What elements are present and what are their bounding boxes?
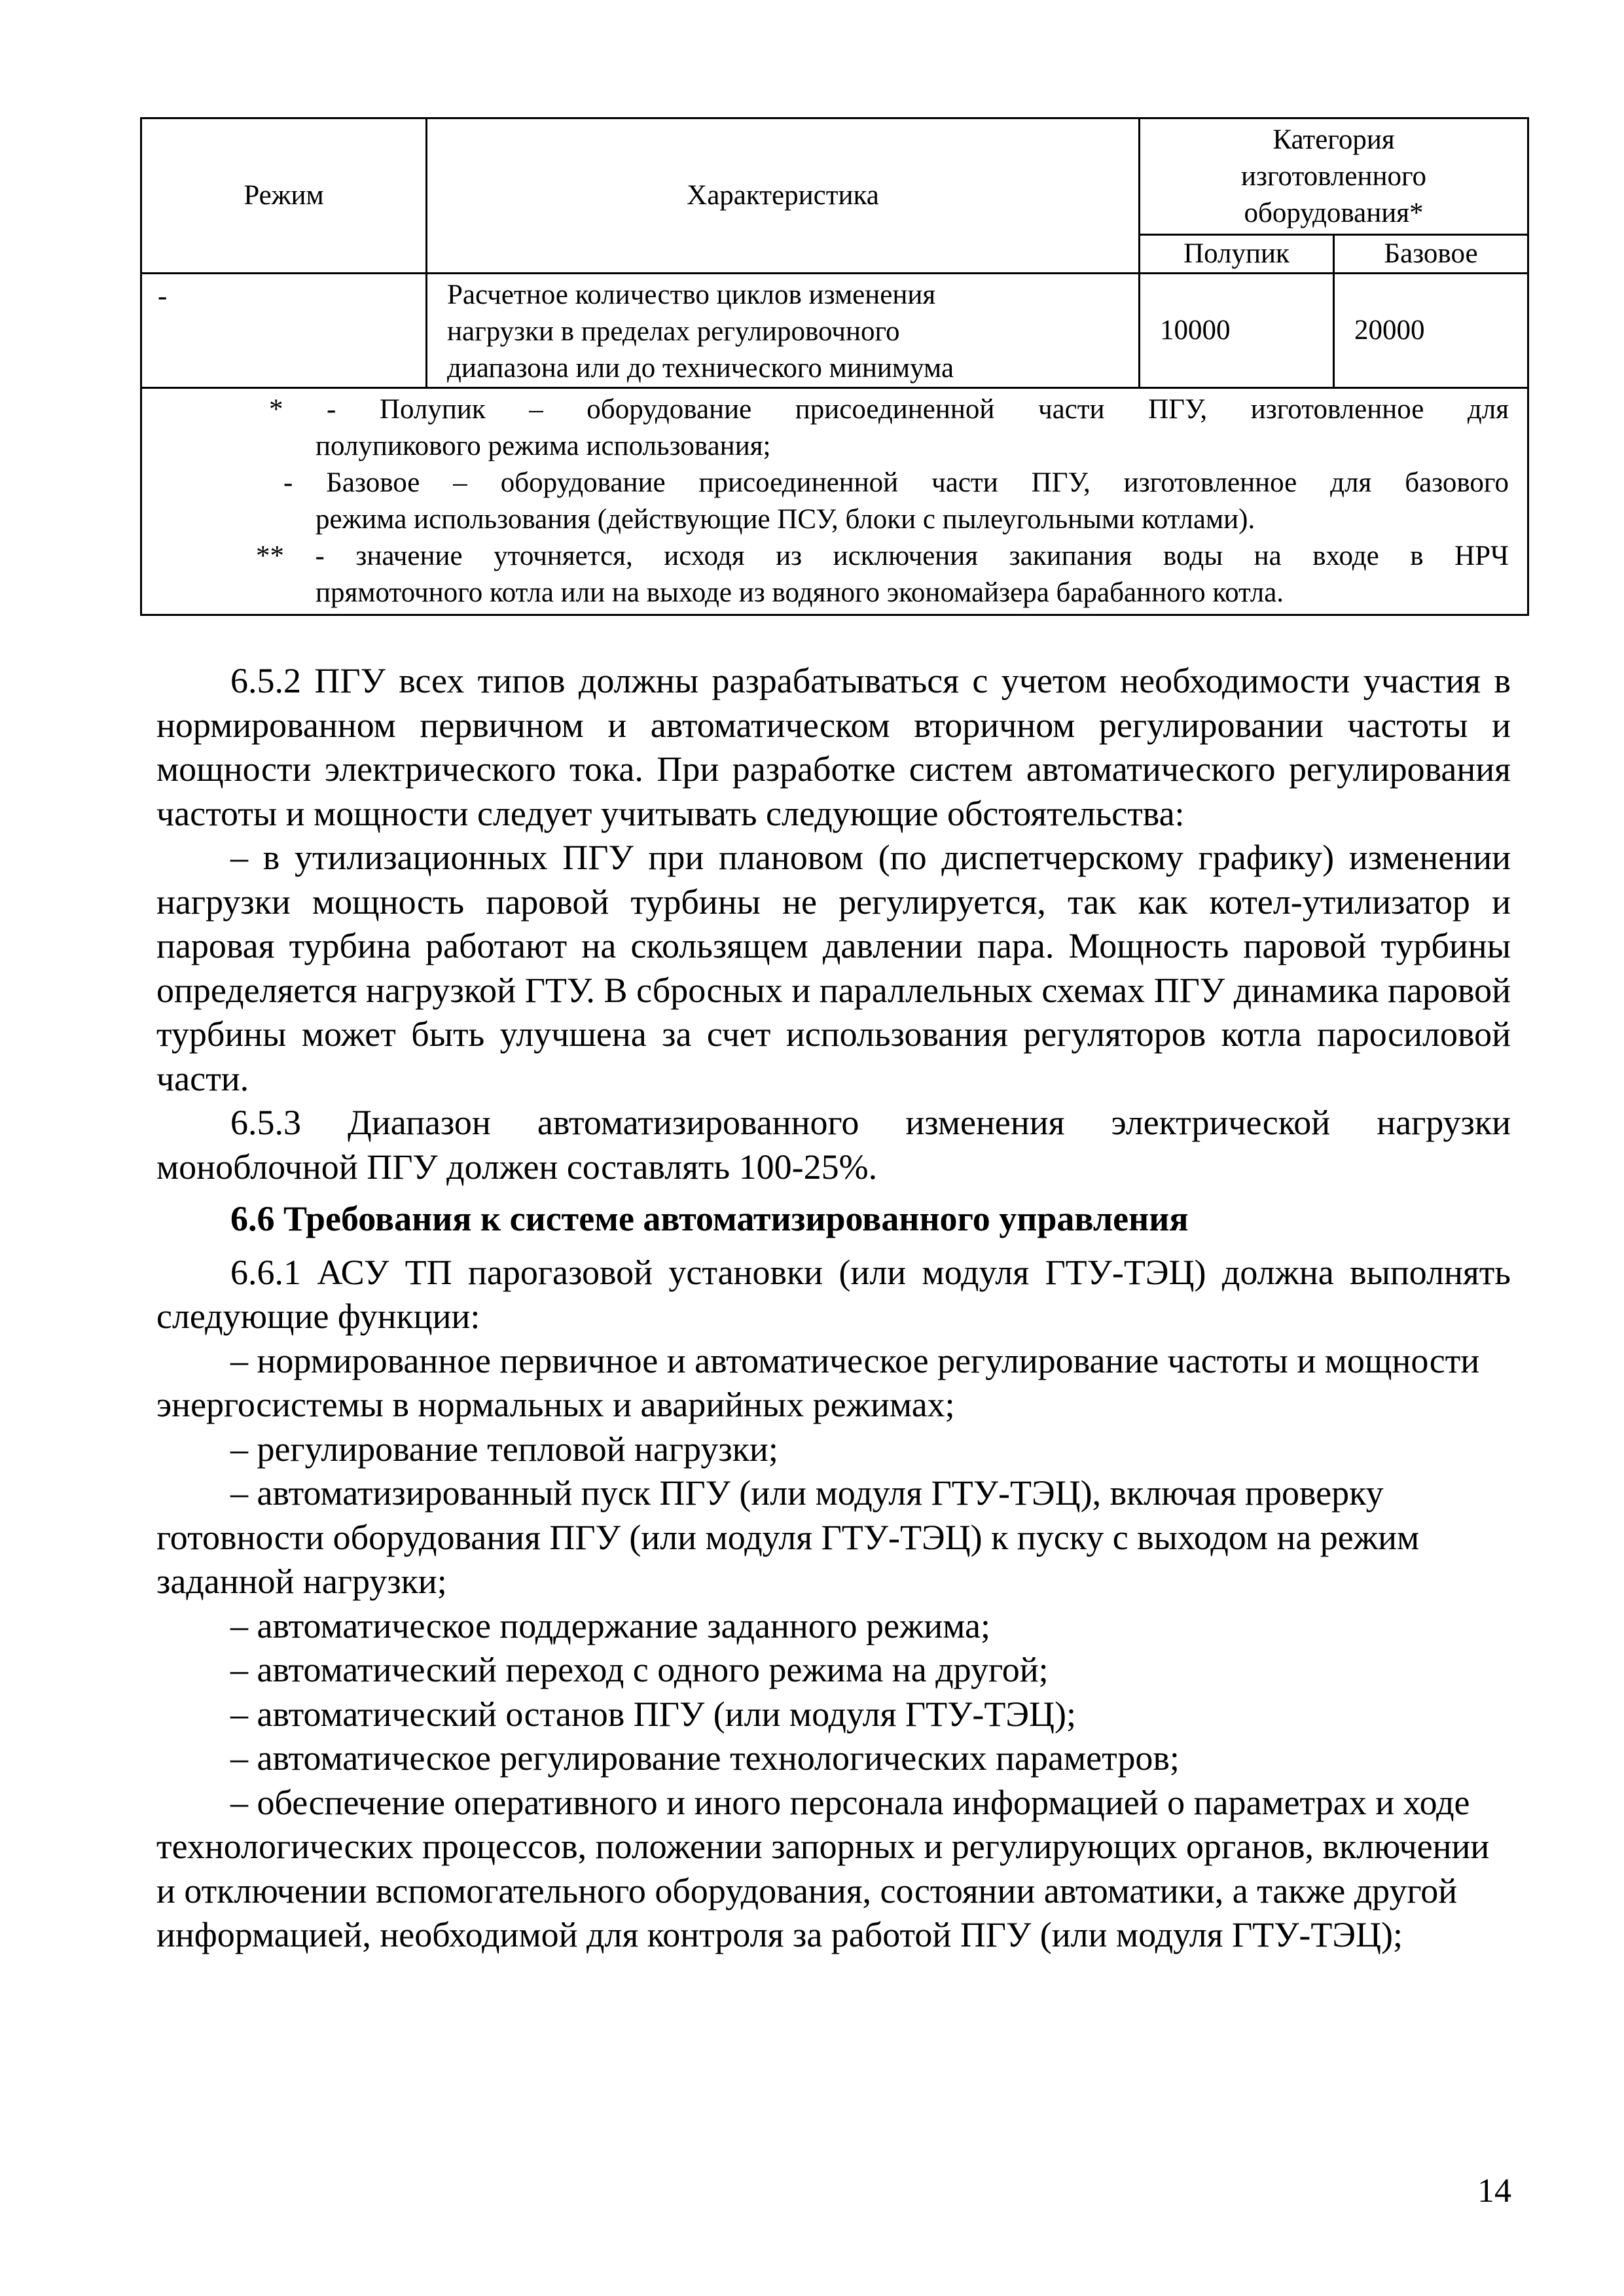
cell-characteristic-line: нагрузки в пределах регулировочного <box>447 316 900 347</box>
footnote-text: режима использования (действующие ПСУ, блоки с пылеугольными котлами). <box>316 504 1255 535</box>
list-item: – регулирование тепловой нагрузки; <box>230 1429 778 1469</box>
table-header-row <box>141 118 1528 235</box>
cell-base: 20000 <box>1334 274 1528 388</box>
subheader-base: Базовое <box>1334 235 1528 274</box>
header-characteristic-text: Характеристика <box>687 180 879 211</box>
table-notes <box>141 388 1528 615</box>
list-item: – нормированное первичное и автоматическое регулирование частоты и мощности энергосистемы в нормальных и аварийных режимах; <box>156 1340 1480 1424</box>
page-number: 14 <box>1477 2172 1511 2210</box>
footnote-marker: ** - <box>256 541 325 571</box>
footnote-text: значение уточняется, исходя из исключения закипания воды на входе в НРЧ <box>355 541 1509 571</box>
footnote-marker: - <box>283 467 327 498</box>
cell-halfpeak: 10000 <box>1140 274 1334 388</box>
header-category-line: Категория <box>1272 124 1395 155</box>
cell-characteristic <box>427 274 1140 388</box>
section-heading-6-6: 6.6 Требования к системе автоматизированного управления <box>230 1199 1189 1238</box>
paragraph-6-5-2: 6.5.2 ПГУ всех типов должны разрабатываться с учетом необходимости участия в нормированном первичном и автоматическом вторичном регулировании частоты и мощности электрического тока. При разработке систем автоматического регулирования частоты и мощности следует учитывать следующие обстоятельства: <box>156 661 1511 833</box>
header-category-line: изготовленного <box>1240 160 1427 192</box>
footnote <box>158 538 1509 611</box>
list-item: – автоматический останов ПГУ (или модуля ГТУ-ТЭЦ); <box>230 1694 1076 1734</box>
header-characteristic <box>427 118 1140 274</box>
subheader-halfpeak: Полупик <box>1140 235 1334 274</box>
list-item: – автоматическое поддержание заданного режима; <box>230 1605 990 1645</box>
table-notes-row <box>141 388 1528 615</box>
header-mode-text: Режим <box>244 180 324 211</box>
paragraph-6-6-1: 6.6.1 АСУ ТП парогазовой установки (или модуля ГТУ-ТЭЦ) должна выполнять следующие функции: <box>156 1252 1511 1336</box>
footnote-text: Базовое – оборудование присоединенной части ПГУ, изготовленное для базового <box>326 467 1509 498</box>
table-row <box>141 274 1528 388</box>
list-item: – автоматизированный пуск ПГУ (или модуля ГТУ-ТЭЦ), включая проверку готовности оборудования ПГУ (или модуля ГТУ-ТЭЦ) к пуску с выходом на режим заданной нагрузки; <box>156 1473 1420 1601</box>
footnote-text: полупикового режима использования; <box>316 431 771 461</box>
list-item: – автоматический переход с одного режима на другой; <box>230 1650 1049 1689</box>
header-category-line: оборудования* <box>1244 197 1424 228</box>
header-category <box>1140 118 1528 235</box>
document-body <box>156 659 1511 1958</box>
cell-characteristic-line: диапазона или до технического минимума <box>447 353 954 384</box>
list-item: – автоматическое регулирование технологических параметров; <box>230 1738 1180 1778</box>
paragraph-6-5-3: 6.5.3 Диапазон автоматизированного изменения электрической нагрузки моноблочной ПГУ должен составлять 100-25%. <box>156 1103 1511 1187</box>
characteristics-table <box>140 117 1529 616</box>
header-mode <box>141 118 427 274</box>
footnote <box>158 391 1509 465</box>
footnote-marker: * - <box>269 394 336 425</box>
cell-characteristic-line: Расчетное количество циклов изменения <box>447 279 936 310</box>
footnote-text: Полупик – оборудование присоединенной части ПГУ, изготовленное для <box>379 394 1509 425</box>
list-item: – в утилизационных ПГУ при плановом (по диспетчерскому графику) изменении нагрузки мощность паровой турбины не регулируется, так как котел-утилизатор и паровая турбина работают на скользящем давлении пара. Мощность паровой турбины определяется нагрузкой ГТУ. В сбросных и параллельных схемах ПГУ динамика паровой турбины может быть улучшена за счет использования регуляторов котла паросиловой части. <box>156 838 1511 1098</box>
cell-mode: - <box>141 274 427 388</box>
list-item: – обеспечение оперативного и иного персонала информацией о параметрах и ходе технологических процессов, положении запорных и регулирующих органов, включении и отключении вспомогательного оборудования, состоянии автоматики, а также другой информацией, необходимой для контроля за работой ПГУ (или модуля ГТУ-ТЭЦ); <box>156 1782 1490 1954</box>
footnote <box>158 465 1509 538</box>
footnote-text: прямоточного котла или на выходе из водяного экономайзера барабанного котла. <box>316 577 1284 608</box>
